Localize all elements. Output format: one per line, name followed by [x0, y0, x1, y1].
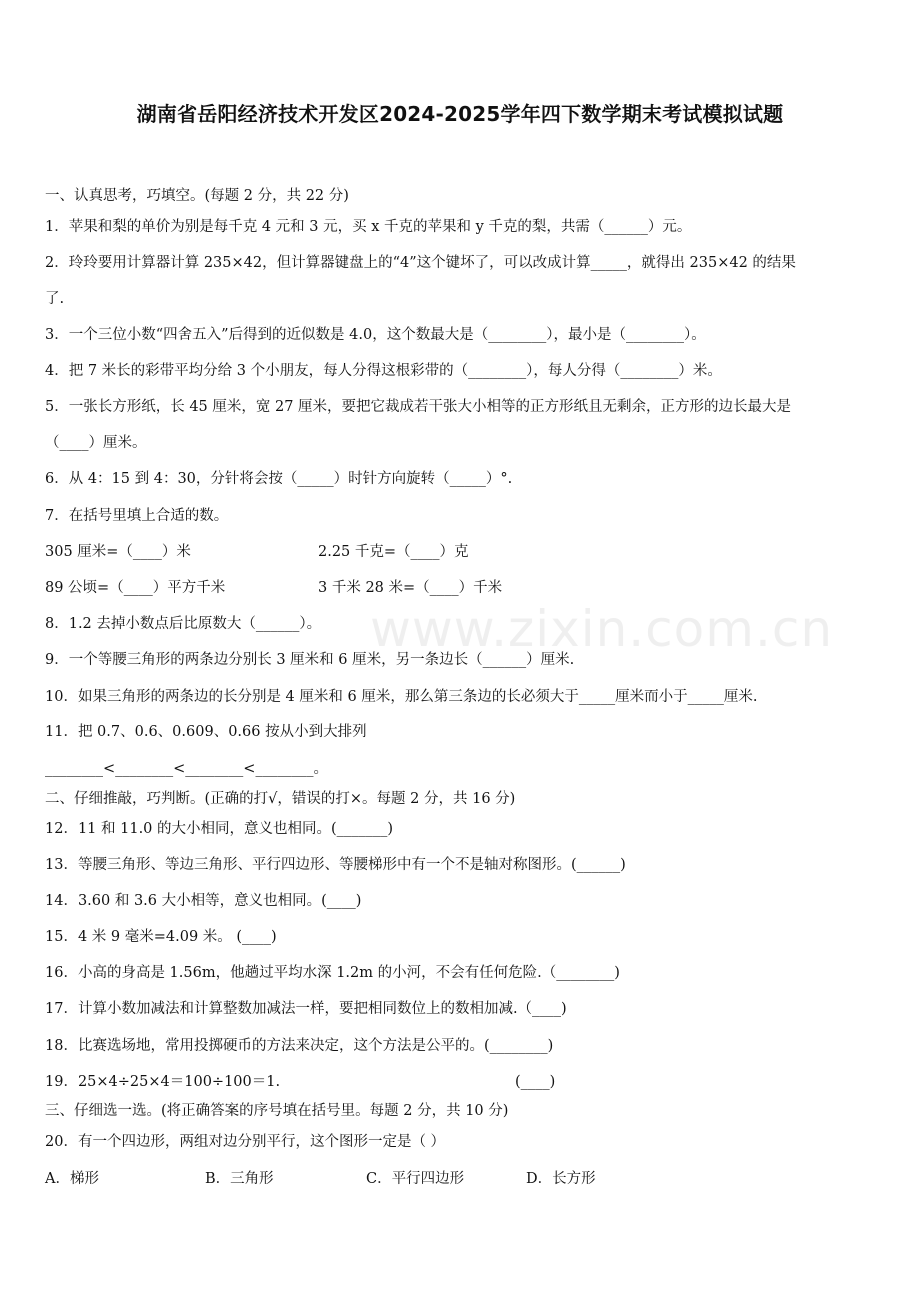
- question-20-option-d: D．长方形: [526, 1171, 596, 1187]
- question-20-option-a: A．梯形: [45, 1171, 99, 1187]
- question-2-cont: 了.: [45, 291, 65, 307]
- question-17: 17．计算小数加减法和计算整数加减法一样，要把相同数位上的数相加减.（____): [45, 1001, 567, 1017]
- question-19-answer: (____): [515, 1074, 556, 1090]
- question-7-row1-right: 2.25 千克=（____）克: [318, 544, 469, 560]
- question-20: 20．有一个四边形，两组对边分别平行，这个图形一定是（ ）: [45, 1134, 446, 1150]
- question-5: 5．一张长方形纸，长 45 厘米，宽 27 厘米，要把它裁成若干张大小相等的正方形纸且无剩余，正方形的边长最大是: [45, 399, 792, 415]
- question-7-row2-left: 89 公顷=（____）平方千米: [45, 580, 226, 596]
- question-6: 6．从 4：15 到 4：30，分针将会按（_____）时针方向旋转（_____）°.: [45, 471, 513, 487]
- question-16: 16．小高的身高是 1.56m，他趟过平均水深 1.2m 的小河，不会有任何危险.（________): [45, 965, 620, 981]
- section-heading-1: 一、认真思考，巧填空。(每题 2 分，共 22 分): [45, 188, 349, 204]
- question-10: 10．如果三角形的两条边的长分别是 4 厘米和 6 厘米，那么第三条边的长必须大于_____厘米而小于_____厘米.: [45, 689, 758, 705]
- question-7: 7．在括号里填上合适的数。: [45, 508, 229, 524]
- question-20-option-c: C．平行四边形: [366, 1171, 465, 1187]
- question-3: 3．一个三位小数“四舍五入”后得到的近似数是 4.0，这个数最大是（________），最小是（________）。: [45, 327, 706, 343]
- question-18: 18．比赛选场地，常用投掷硬币的方法来决定，这个方法是公平的。(________): [45, 1038, 554, 1054]
- question-8: 8．1.2 去掉小数点后比原数大（______）。: [45, 616, 322, 632]
- section-heading-3: 三、仔细选一选。(将正确答案的序号填在括号里。每题 2 分，共 10 分): [45, 1103, 509, 1119]
- question-15: 15．4 米 9 毫米=4.09 米。 (____): [45, 929, 277, 945]
- question-9: 9．一个等腰三角形的两条边分别长 3 厘米和 6 厘米，另一条边长（______）厘米.: [45, 652, 575, 668]
- page-title: 湖南省岳阳经济技术开发区2024-2025学年四下数学期末考试模拟试题: [136, 102, 784, 126]
- question-5-cont: （____）厘米。: [45, 435, 147, 451]
- question-1: 1．苹果和梨的单价为别是每千克 4 元和 3 元，买 x 千克的苹果和 y 千克的梨，共需（______）元。: [45, 219, 692, 235]
- question-7-row2-right: 3 千米 28 米=（____）千米: [318, 580, 503, 596]
- question-4: 4．把 7 米长的彩带平均分给 3 个小朋友，每人分得这根彩带的（________），每人分得（________）米。: [45, 363, 722, 379]
- question-7-row1-left: 305 厘米=（____）米: [45, 544, 191, 560]
- question-2: 2．玲玲要用计算器计算 235×42，但计算器键盘上的“4”这个键坏了，可以改成计算_____，就得出 235×42 的结果: [45, 255, 796, 271]
- question-11-answer-line: ________<________<________<________。: [45, 761, 328, 777]
- question-13: 13．等腰三角形、等边三角形、平行四边形、等腰梯形中有一个不是轴对称图形。(______): [45, 857, 626, 873]
- question-11: 11．把 0.7、0.6、0.609、0.66 按从小到大排列: [45, 724, 367, 740]
- section-heading-2: 二、仔细推敲，巧判断。(正确的打√，错误的打×。每题 2 分，共 16 分): [45, 791, 516, 807]
- question-19: 19．25×4÷25×4＝100÷100＝1.: [45, 1074, 281, 1090]
- question-14: 14．3.60 和 3.6 大小相等，意义也相同。(____): [45, 893, 362, 909]
- watermark: www.zixin.com.cn: [370, 600, 834, 658]
- question-12: 12．11 和 11.0 的大小相同，意义也相同。(_______): [45, 821, 394, 837]
- question-20-option-b: B．三角形: [205, 1171, 274, 1187]
